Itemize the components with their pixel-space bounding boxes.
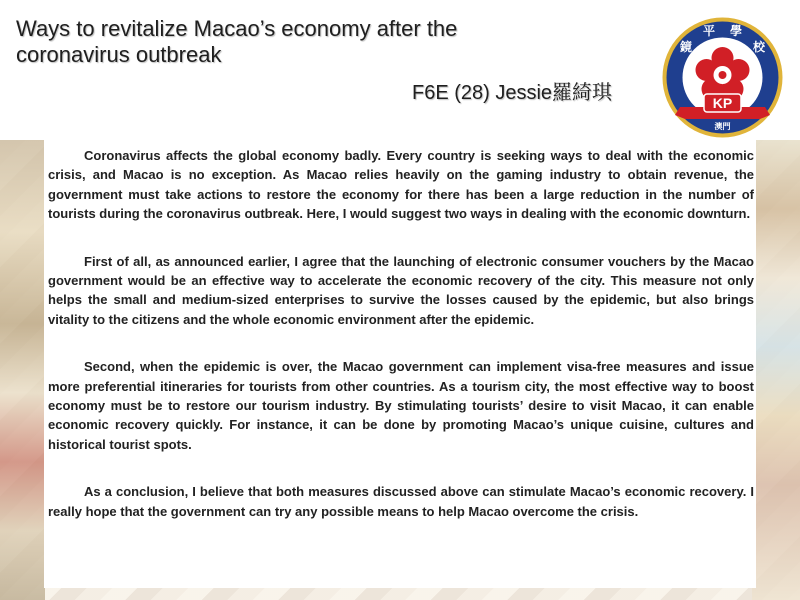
essay-paragraph: First of all, as announced earlier, I agree that the launching of electronic consumer vouchers by the Macao government would be an effective way to accelerate the economic recovery of the city. This measure not only helps the small and medium-sized enterprises to survive the losses caused by the epidemic, but also brings vitality to the citizens and the whole economic environment after the epidemic. — [48, 253, 754, 327]
slide-title: Ways to revitalize Macao’s economy after the coronavirus outbreak — [16, 16, 458, 67]
essay-paragraph: Coronavirus affects the global economy badly. Every country is seeking ways to deal with the economic crisis, and Macao is no exception. As Macao relies heavily on the gaming industry to obtain revenue, the government must take actions to restore the economy for there has been a large reduction in the number of tourists during the coronavirus outbreak. Here, I would suggest two ways in dealing with the economic downturn. — [48, 148, 754, 222]
logo-city: 澳門 — [714, 122, 731, 131]
essay-paragraph: As a conclusion, I believe that both measures discussed above can stimulate Macao’s economic recovery. I really hope that the government can try any possible means to help Macao overcome the crisis. — [48, 484, 754, 519]
author-label: F6E (28) Jessie羅綺琪 — [412, 82, 613, 104]
logo-char-4: 校 — [752, 40, 766, 54]
logo-char-1: 鏡 — [679, 40, 693, 54]
logo-initials: KP — [712, 95, 733, 111]
slide-header — [0, 0, 800, 140]
background-right-artwork — [752, 140, 800, 600]
school-logo — [660, 15, 785, 140]
essay-content — [44, 140, 756, 588]
essay-paragraph: Second, when the epidemic is over, the Macao government can implement visa-free measures and issue more preferential itineraries for tourists from other countries. As a tourism city, the most effective way to boost economy must be to restore our tourism industry. By stimulating tourists’ desire to visit Macao, it can enable economic recovery quickly. For instance, it can be done by promoting Macao’s unique cuisine, cultures and historical tourist spots. — [48, 359, 754, 452]
logo-char-3: 學 — [729, 24, 743, 38]
background-left-artwork — [0, 140, 45, 600]
logo-char-2: 平 — [702, 24, 716, 38]
